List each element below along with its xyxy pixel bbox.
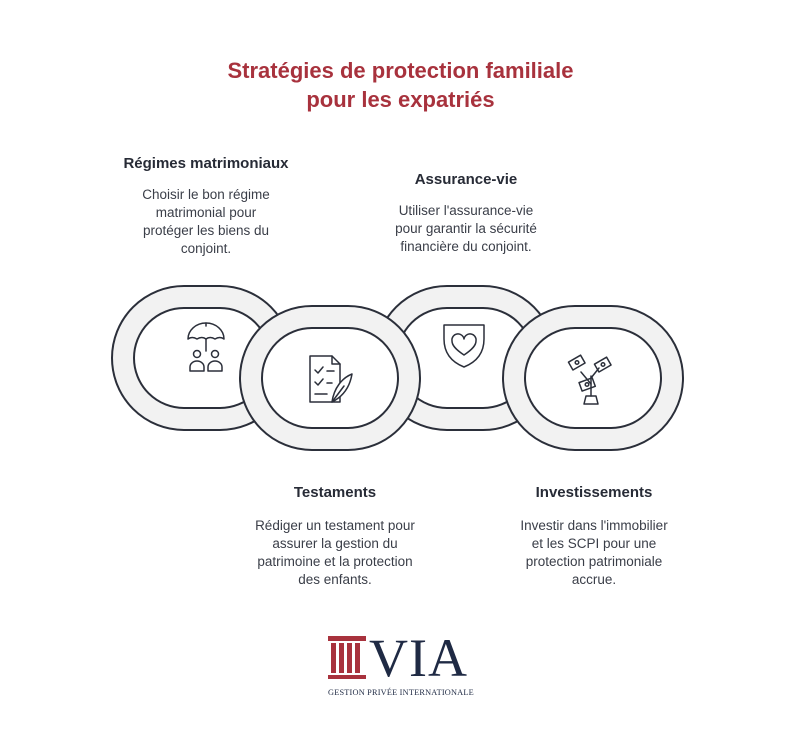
strategy-description: Rédiger un testament pour assurer la gestion du patrimoine et la protection des enfants. <box>255 518 415 587</box>
via-logo <box>326 628 476 704</box>
strategy-description: Investir dans l'immobilier et les SCPI pour une protection patrimoniale accrue. <box>520 518 668 587</box>
strategy-heading: Testaments <box>293 484 377 501</box>
strategy-heading: Investissements <box>535 484 653 501</box>
temple-column-icon <box>326 636 368 680</box>
title-line-1: Stratégies de protection familiale <box>227 58 574 83</box>
logo-wordmark: VIA <box>369 628 468 688</box>
strategy-description: Utiliser l'assurance-vie pour garantir la sécurité financière du conjoint. <box>395 203 537 254</box>
title-line-2: pour les expatriés <box>306 87 495 112</box>
strategy-heading: Régimes matrimoniaux <box>123 155 289 172</box>
chain-link-testaments <box>240 306 420 450</box>
strategy-description: Choisir le bon régime matrimonial pour protéger les biens du conjoint. <box>142 187 270 256</box>
strategy-heading: Assurance-vie <box>414 171 518 188</box>
logo-subtitle: GESTION PRIVÉE INTERNATIONALE <box>328 688 474 697</box>
